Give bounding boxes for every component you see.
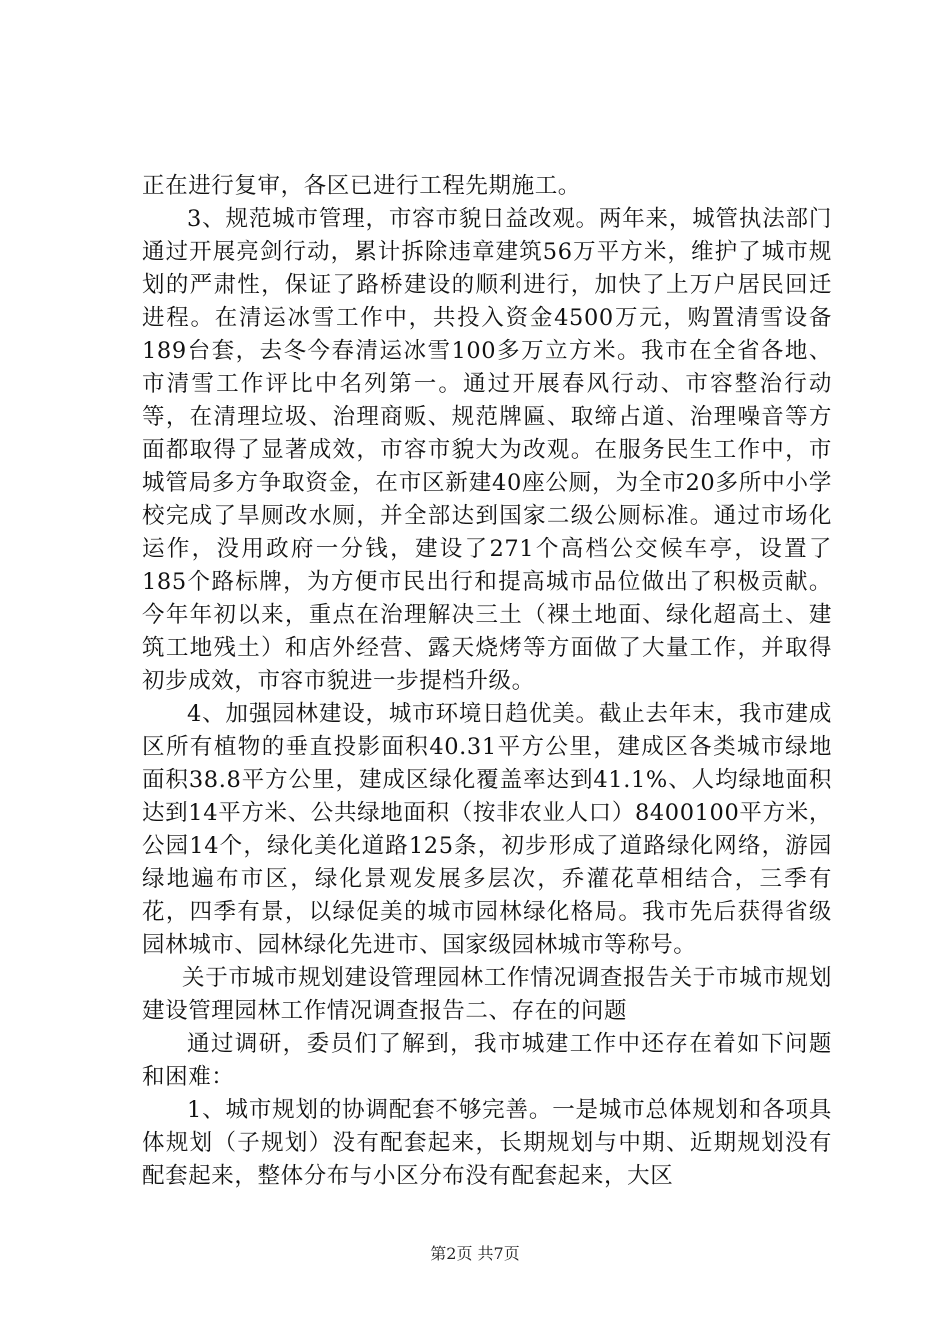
paragraph-report-heading: 关于市城市规划建设管理园林工作情况调查报告关于市城市规划建设管理园林工作情况调查报告二、存在的问题 xyxy=(142,965,832,1024)
paragraph-landscaping: 4、加强园林建设，城市环境日趋优美。截止去年末，我市建成区所有植物的垂直投影面积40.31平方公里，建成区各类城市绿地面积38.8平方公里，建成区绿化覆盖率达到41.1%、人均绿地面积达到14平方米、公共绿地面积（按非农业人口）8400100平方米，公园14个，绿化美化道路125条，初步形成了道路绿化网络，游园绿地遍布市区，绿化景观发展多层次，乔灌花草相结合，三季有花，四季有景，以绿促美的城市园林绿化格局。我市先后获得省级园林城市、园林绿化先进市、国家级园林城市等称号。 xyxy=(142,701,832,958)
paragraph-city-management: 3、规范城市管理，市容市貌日益改观。两年来，城管执法部门通过开展亮剑行动，累计拆除违章建筑56万平方米，维护了城市规划的严肃性，保证了路桥建设的顺利进行，加快了上万户居民回迁进程。在清运冰雪工作中，共投入资金4500万元，购置清雪设备189台套，去冬今春清运冰雪100多万立方米。我市在全省各地、市清雪工作评比中名列第一。通过开展春风行动、市容整治行动等，在清理垃圾、治理商贩、规范牌匾、取缔占道、治理噪音等方面都取得了显著成效，市容市貌大为改观。在服务民生工作中，市城管局多方争取资金，在市区新建40座公厕，为全市20多所中小学校完成了旱厕改水厕，并全部达到国家二级公厕标准。通过市场化运作，没用政府一分钱，建设了271个高档公交候车亭，设置了185个路标牌，为方便市民出行和提高城市品位做出了积极贡献。今年年初以来，重点在治理解决三土（裸土地面、绿化超高土、建筑工地残土）和店外经营、露天烧烤等方面做了大量工作，并取得初步成效，市容市貌进一步提档升级。 xyxy=(142,206,832,694)
document-body xyxy=(142,170,832,1193)
paragraph-planning-issue: 1、城市规划的协调配套不够完善。一是城市总体规划和各项具体规划（子规划）没有配套起来，长期规划与中期、近期规划没有配套起来，整体分布与小区分布没有配套起来，大区 xyxy=(142,1097,832,1189)
page-number-footer: 第2页 共7页 xyxy=(430,1244,520,1263)
paragraph-problems-intro: 通过调研，委员们了解到，我市城建工作中还存在着如下问题和困难： xyxy=(142,1031,832,1090)
paragraph-continuation: 正在进行复审，各区已进行工程先期施工。 xyxy=(142,173,581,199)
